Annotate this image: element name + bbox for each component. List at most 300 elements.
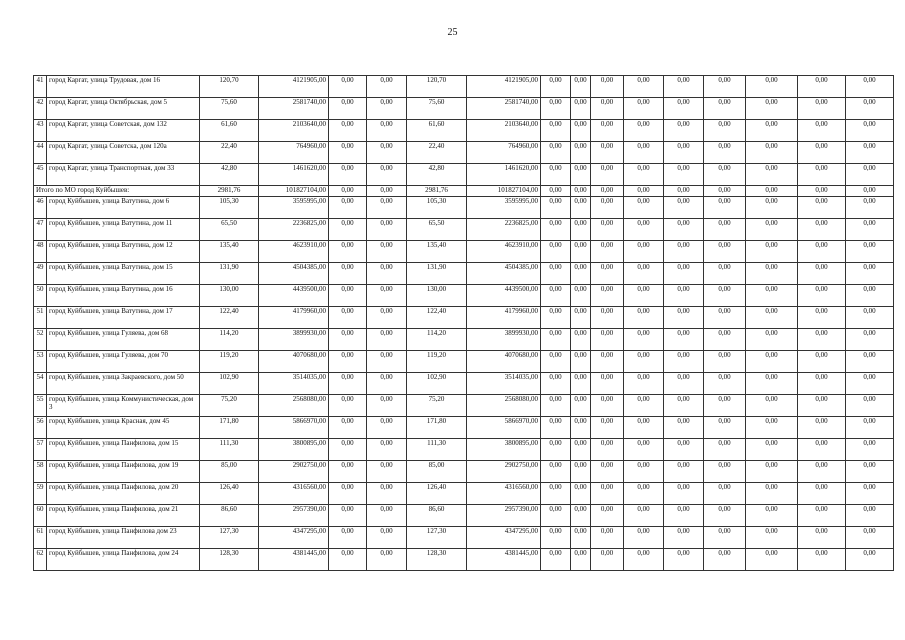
zero-cell: 0,00 xyxy=(624,505,664,527)
zero-cell: 0,00 xyxy=(704,373,746,395)
zero-cell: 0,00 xyxy=(846,219,894,241)
zero-cell: 0,00 xyxy=(664,219,704,241)
housing-register-table xyxy=(33,75,894,571)
row-number: 54 xyxy=(34,373,47,395)
zero-cell: 0,00 xyxy=(664,186,704,197)
zero-cell: 0,00 xyxy=(541,483,571,505)
zero-cell: 0,00 xyxy=(846,307,894,329)
cost-cell: 5866970,00 xyxy=(259,417,329,439)
zero-cell: 0,00 xyxy=(624,263,664,285)
zero-cell: 0,00 xyxy=(624,142,664,164)
zero-cell: 0,00 xyxy=(541,395,571,417)
table-row xyxy=(34,549,894,571)
zero-cell: 0,00 xyxy=(571,241,591,263)
cost-cell: 4316560,00 xyxy=(259,483,329,505)
zero-cell: 0,00 xyxy=(541,307,571,329)
zero-cell: 0,00 xyxy=(624,241,664,263)
zero-cell: 0,00 xyxy=(541,98,571,120)
zero-cell: 0,00 xyxy=(846,186,894,197)
zero-cell: 0,00 xyxy=(624,373,664,395)
zero-cell: 0,00 xyxy=(591,373,624,395)
zero-cell: 0,00 xyxy=(591,285,624,307)
zero-cell: 0,00 xyxy=(571,307,591,329)
table-row xyxy=(34,527,894,549)
cost-cell: 3514035,00 xyxy=(259,373,329,395)
area-cell: 65,50 xyxy=(407,219,467,241)
zero-cell: 0,00 xyxy=(704,439,746,461)
cost-cell: 3899930,00 xyxy=(467,329,541,351)
zero-cell: 0,00 xyxy=(746,186,798,197)
zero-cell: 0,00 xyxy=(571,527,591,549)
table-row xyxy=(34,373,894,395)
zero-cell: 0,00 xyxy=(571,329,591,351)
zero-cell: 0,00 xyxy=(798,505,846,527)
table-row xyxy=(34,439,894,461)
zero-cell: 0,00 xyxy=(664,307,704,329)
area-cell: 119,20 xyxy=(200,351,259,373)
area-cell: 131,90 xyxy=(200,263,259,285)
zero-cell: 0,00 xyxy=(591,483,624,505)
address-cell: город Куйбышев, улица Гуляева, дом 70 xyxy=(47,351,200,373)
area-cell: 102,90 xyxy=(200,373,259,395)
zero-cell: 0,00 xyxy=(704,549,746,571)
zero-cell: 0,00 xyxy=(624,527,664,549)
table-row xyxy=(34,285,894,307)
zero-cell: 0,00 xyxy=(541,549,571,571)
area-cell: 86,60 xyxy=(407,505,467,527)
zero-cell: 0,00 xyxy=(664,439,704,461)
cost-cell: 101827104,00 xyxy=(467,186,541,197)
zero-cell: 0,00 xyxy=(541,527,571,549)
zero-cell: 0,00 xyxy=(664,164,704,186)
cost-cell: 3899930,00 xyxy=(259,329,329,351)
zero-cell: 0,00 xyxy=(624,307,664,329)
zero-cell: 0,00 xyxy=(798,142,846,164)
zero-cell: 0,00 xyxy=(664,417,704,439)
zero-cell: 0,00 xyxy=(367,527,407,549)
zero-cell: 0,00 xyxy=(798,98,846,120)
area-cell: 128,30 xyxy=(200,549,259,571)
area-cell: 75,60 xyxy=(200,98,259,120)
subtotal-label: Итого по МО город Куйбышев: xyxy=(34,186,200,197)
zero-cell: 0,00 xyxy=(541,439,571,461)
area-cell: 85,00 xyxy=(407,461,467,483)
zero-cell: 0,00 xyxy=(704,164,746,186)
zero-cell: 0,00 xyxy=(367,373,407,395)
zero-cell: 0,00 xyxy=(846,76,894,98)
zero-cell: 0,00 xyxy=(329,285,367,307)
address-cell: город Каргат, улица Транспортная, дом 33 xyxy=(47,164,200,186)
zero-cell: 0,00 xyxy=(541,142,571,164)
zero-cell: 0,00 xyxy=(541,417,571,439)
cost-cell: 3595995,00 xyxy=(467,197,541,219)
address-cell: город Каргат, улица Октябрьская, дом 5 xyxy=(47,98,200,120)
area-cell: 85,00 xyxy=(200,461,259,483)
zero-cell: 0,00 xyxy=(367,219,407,241)
cost-cell: 2902750,00 xyxy=(467,461,541,483)
table-row xyxy=(34,76,894,98)
zero-cell: 0,00 xyxy=(591,120,624,142)
zero-cell: 0,00 xyxy=(746,219,798,241)
zero-cell: 0,00 xyxy=(624,395,664,417)
zero-cell: 0,00 xyxy=(367,285,407,307)
zero-cell: 0,00 xyxy=(846,461,894,483)
zero-cell: 0,00 xyxy=(704,329,746,351)
zero-cell: 0,00 xyxy=(798,483,846,505)
cost-cell: 2581740,00 xyxy=(467,98,541,120)
row-number: 55 xyxy=(34,395,47,417)
zero-cell: 0,00 xyxy=(664,263,704,285)
zero-cell: 0,00 xyxy=(846,120,894,142)
zero-cell: 0,00 xyxy=(591,197,624,219)
zero-cell: 0,00 xyxy=(624,417,664,439)
table-row xyxy=(34,483,894,505)
zero-cell: 0,00 xyxy=(329,351,367,373)
zero-cell: 0,00 xyxy=(846,285,894,307)
zero-cell: 0,00 xyxy=(329,483,367,505)
zero-cell: 0,00 xyxy=(541,373,571,395)
cost-cell: 4121905,00 xyxy=(259,76,329,98)
cost-cell: 3595995,00 xyxy=(259,197,329,219)
zero-cell: 0,00 xyxy=(624,98,664,120)
area-cell: 75,20 xyxy=(200,395,259,417)
zero-cell: 0,00 xyxy=(329,186,367,197)
zero-cell: 0,00 xyxy=(571,461,591,483)
table-row xyxy=(34,241,894,263)
zero-cell: 0,00 xyxy=(846,164,894,186)
address-cell: город Куйбышев, улица Панфилова, дом 20 xyxy=(47,483,200,505)
table-row xyxy=(34,164,894,186)
address-cell: город Каргат, улица Трудовая, дом 16 xyxy=(47,76,200,98)
area-cell: 105,30 xyxy=(407,197,467,219)
zero-cell: 0,00 xyxy=(704,241,746,263)
area-cell: 120,70 xyxy=(407,76,467,98)
address-cell: город Куйбышев, улица Красная, дом 45 xyxy=(47,417,200,439)
zero-cell: 0,00 xyxy=(571,98,591,120)
area-cell: 114,20 xyxy=(200,329,259,351)
zero-cell: 0,00 xyxy=(367,307,407,329)
cost-cell: 4070680,00 xyxy=(259,351,329,373)
zero-cell: 0,00 xyxy=(571,219,591,241)
zero-cell: 0,00 xyxy=(746,263,798,285)
zero-cell: 0,00 xyxy=(798,307,846,329)
zero-cell: 0,00 xyxy=(367,263,407,285)
zero-cell: 0,00 xyxy=(704,98,746,120)
zero-cell: 0,00 xyxy=(798,164,846,186)
area-cell: 102,90 xyxy=(407,373,467,395)
zero-cell: 0,00 xyxy=(624,285,664,307)
cost-cell: 2568080,00 xyxy=(259,395,329,417)
zero-cell: 0,00 xyxy=(367,417,407,439)
zero-cell: 0,00 xyxy=(541,241,571,263)
area-cell: 75,20 xyxy=(407,395,467,417)
zero-cell: 0,00 xyxy=(591,505,624,527)
zero-cell: 0,00 xyxy=(664,285,704,307)
zero-cell: 0,00 xyxy=(367,142,407,164)
cost-cell: 4504385,00 xyxy=(259,263,329,285)
zero-cell: 0,00 xyxy=(746,417,798,439)
zero-cell: 0,00 xyxy=(746,197,798,219)
zero-cell: 0,00 xyxy=(704,351,746,373)
zero-cell: 0,00 xyxy=(704,483,746,505)
zero-cell: 0,00 xyxy=(746,142,798,164)
zero-cell: 0,00 xyxy=(367,395,407,417)
zero-cell: 0,00 xyxy=(329,439,367,461)
zero-cell: 0,00 xyxy=(541,351,571,373)
zero-cell: 0,00 xyxy=(624,76,664,98)
zero-cell: 0,00 xyxy=(664,241,704,263)
zero-cell: 0,00 xyxy=(541,164,571,186)
area-cell: 86,60 xyxy=(200,505,259,527)
zero-cell: 0,00 xyxy=(329,307,367,329)
zero-cell: 0,00 xyxy=(664,461,704,483)
zero-cell: 0,00 xyxy=(541,76,571,98)
zero-cell: 0,00 xyxy=(329,505,367,527)
area-cell: 120,70 xyxy=(200,76,259,98)
table-row xyxy=(34,197,894,219)
cost-cell: 4347295,00 xyxy=(259,527,329,549)
zero-cell: 0,00 xyxy=(367,505,407,527)
zero-cell: 0,00 xyxy=(329,395,367,417)
zero-cell: 0,00 xyxy=(746,120,798,142)
row-number: 53 xyxy=(34,351,47,373)
table-row xyxy=(34,461,894,483)
zero-cell: 0,00 xyxy=(367,164,407,186)
area-cell: 22,40 xyxy=(407,142,467,164)
zero-cell: 0,00 xyxy=(664,483,704,505)
zero-cell: 0,00 xyxy=(591,329,624,351)
zero-cell: 0,00 xyxy=(704,76,746,98)
zero-cell: 0,00 xyxy=(571,483,591,505)
zero-cell: 0,00 xyxy=(541,263,571,285)
row-number: 49 xyxy=(34,263,47,285)
zero-cell: 0,00 xyxy=(664,142,704,164)
zero-cell: 0,00 xyxy=(746,351,798,373)
subtotal-row xyxy=(34,186,894,197)
address-cell: город Куйбышев, улица Ватутина, дом 11 xyxy=(47,219,200,241)
zero-cell: 0,00 xyxy=(571,505,591,527)
zero-cell: 0,00 xyxy=(704,461,746,483)
zero-cell: 0,00 xyxy=(591,395,624,417)
zero-cell: 0,00 xyxy=(591,417,624,439)
zero-cell: 0,00 xyxy=(798,197,846,219)
zero-cell: 0,00 xyxy=(571,186,591,197)
zero-cell: 0,00 xyxy=(664,197,704,219)
zero-cell: 0,00 xyxy=(746,285,798,307)
cost-cell: 764960,00 xyxy=(259,142,329,164)
address-cell: город Куйбышев, улица Ватутина, дом 15 xyxy=(47,263,200,285)
zero-cell: 0,00 xyxy=(798,461,846,483)
zero-cell: 0,00 xyxy=(798,351,846,373)
table-row xyxy=(34,395,894,417)
cost-cell: 5866970,00 xyxy=(467,417,541,439)
zero-cell: 0,00 xyxy=(329,120,367,142)
zero-cell: 0,00 xyxy=(367,549,407,571)
row-number: 42 xyxy=(34,98,47,120)
zero-cell: 0,00 xyxy=(329,549,367,571)
row-number: 62 xyxy=(34,549,47,571)
area-cell: 61,60 xyxy=(407,120,467,142)
cost-cell: 2581740,00 xyxy=(259,98,329,120)
zero-cell: 0,00 xyxy=(571,164,591,186)
area-cell: 114,20 xyxy=(407,329,467,351)
row-number: 61 xyxy=(34,527,47,549)
cost-cell: 4179960,00 xyxy=(467,307,541,329)
zero-cell: 0,00 xyxy=(624,197,664,219)
zero-cell: 0,00 xyxy=(798,439,846,461)
zero-cell: 0,00 xyxy=(664,98,704,120)
zero-cell: 0,00 xyxy=(571,351,591,373)
row-number: 41 xyxy=(34,76,47,98)
zero-cell: 0,00 xyxy=(798,373,846,395)
row-number: 50 xyxy=(34,285,47,307)
zero-cell: 0,00 xyxy=(746,527,798,549)
zero-cell: 0,00 xyxy=(704,395,746,417)
zero-cell: 0,00 xyxy=(367,186,407,197)
zero-cell: 0,00 xyxy=(664,329,704,351)
row-number: 57 xyxy=(34,439,47,461)
zero-cell: 0,00 xyxy=(704,142,746,164)
zero-cell: 0,00 xyxy=(571,373,591,395)
cost-cell: 1461620,00 xyxy=(467,164,541,186)
address-cell: город Каргат, улица Советская, дом 132 xyxy=(47,120,200,142)
zero-cell: 0,00 xyxy=(367,197,407,219)
zero-cell: 0,00 xyxy=(798,395,846,417)
row-number: 43 xyxy=(34,120,47,142)
zero-cell: 0,00 xyxy=(846,527,894,549)
zero-cell: 0,00 xyxy=(591,98,624,120)
zero-cell: 0,00 xyxy=(624,351,664,373)
address-cell: город Куйбышев, улица Панфилова, дом 15 xyxy=(47,439,200,461)
table-row xyxy=(34,263,894,285)
area-cell: 126,40 xyxy=(200,483,259,505)
cost-cell: 4504385,00 xyxy=(467,263,541,285)
zero-cell: 0,00 xyxy=(591,186,624,197)
zero-cell: 0,00 xyxy=(329,329,367,351)
zero-cell: 0,00 xyxy=(367,329,407,351)
zero-cell: 0,00 xyxy=(329,76,367,98)
zero-cell: 0,00 xyxy=(846,142,894,164)
zero-cell: 0,00 xyxy=(746,329,798,351)
zero-cell: 0,00 xyxy=(664,527,704,549)
cost-cell: 4623910,00 xyxy=(259,241,329,263)
zero-cell: 0,00 xyxy=(704,120,746,142)
zero-cell: 0,00 xyxy=(591,219,624,241)
area-cell: 127,30 xyxy=(407,527,467,549)
zero-cell: 0,00 xyxy=(798,549,846,571)
area-cell: 130,00 xyxy=(407,285,467,307)
zero-cell: 0,00 xyxy=(329,417,367,439)
zero-cell: 0,00 xyxy=(846,329,894,351)
zero-cell: 0,00 xyxy=(329,98,367,120)
area-cell: 122,40 xyxy=(407,307,467,329)
row-number: 46 xyxy=(34,197,47,219)
zero-cell: 0,00 xyxy=(664,120,704,142)
zero-cell: 0,00 xyxy=(367,439,407,461)
zero-cell: 0,00 xyxy=(746,461,798,483)
zero-cell: 0,00 xyxy=(329,263,367,285)
table-row xyxy=(34,98,894,120)
row-number: 59 xyxy=(34,483,47,505)
zero-cell: 0,00 xyxy=(798,263,846,285)
row-number: 52 xyxy=(34,329,47,351)
zero-cell: 0,00 xyxy=(367,351,407,373)
zero-cell: 0,00 xyxy=(798,417,846,439)
cost-cell: 101827104,00 xyxy=(259,186,329,197)
zero-cell: 0,00 xyxy=(798,285,846,307)
cost-cell: 4439500,00 xyxy=(259,285,329,307)
cost-cell: 2957390,00 xyxy=(259,505,329,527)
zero-cell: 0,00 xyxy=(591,241,624,263)
zero-cell: 0,00 xyxy=(624,186,664,197)
table-row xyxy=(34,505,894,527)
table-row xyxy=(34,219,894,241)
cost-cell: 4439500,00 xyxy=(467,285,541,307)
zero-cell: 0,00 xyxy=(846,395,894,417)
cost-cell: 2103640,00 xyxy=(259,120,329,142)
zero-cell: 0,00 xyxy=(846,439,894,461)
zero-cell: 0,00 xyxy=(329,241,367,263)
zero-cell: 0,00 xyxy=(664,76,704,98)
cost-cell: 1461620,00 xyxy=(259,164,329,186)
zero-cell: 0,00 xyxy=(798,329,846,351)
area-cell: 2981,76 xyxy=(200,186,259,197)
zero-cell: 0,00 xyxy=(704,219,746,241)
address-cell: город Каргат, улица Советска, дом 120а xyxy=(47,142,200,164)
zero-cell: 0,00 xyxy=(571,549,591,571)
cost-cell: 4381445,00 xyxy=(467,549,541,571)
zero-cell: 0,00 xyxy=(591,164,624,186)
zero-cell: 0,00 xyxy=(746,307,798,329)
cost-cell: 2236825,00 xyxy=(259,219,329,241)
cost-cell: 4179960,00 xyxy=(259,307,329,329)
area-cell: 42,80 xyxy=(200,164,259,186)
zero-cell: 0,00 xyxy=(571,263,591,285)
area-cell: 42,80 xyxy=(407,164,467,186)
row-number: 58 xyxy=(34,461,47,483)
cost-cell: 2568080,00 xyxy=(467,395,541,417)
row-number: 44 xyxy=(34,142,47,164)
zero-cell: 0,00 xyxy=(746,395,798,417)
address-cell: город Куйбышев, улица Ватутина, дом 6 xyxy=(47,197,200,219)
zero-cell: 0,00 xyxy=(704,186,746,197)
address-cell: город Куйбышев, улица Панфилова, дом 24 xyxy=(47,549,200,571)
area-cell: 122,40 xyxy=(200,307,259,329)
zero-cell: 0,00 xyxy=(329,527,367,549)
zero-cell: 0,00 xyxy=(571,439,591,461)
zero-cell: 0,00 xyxy=(591,461,624,483)
zero-cell: 0,00 xyxy=(541,219,571,241)
zero-cell: 0,00 xyxy=(664,351,704,373)
zero-cell: 0,00 xyxy=(846,241,894,263)
zero-cell: 0,00 xyxy=(367,76,407,98)
zero-cell: 0,00 xyxy=(591,76,624,98)
area-cell: 171,80 xyxy=(200,417,259,439)
zero-cell: 0,00 xyxy=(846,417,894,439)
zero-cell: 0,00 xyxy=(329,219,367,241)
cost-cell: 4381445,00 xyxy=(259,549,329,571)
zero-cell: 0,00 xyxy=(541,461,571,483)
area-cell: 105,30 xyxy=(200,197,259,219)
zero-cell: 0,00 xyxy=(541,197,571,219)
zero-cell: 0,00 xyxy=(746,164,798,186)
cost-cell: 2103640,00 xyxy=(467,120,541,142)
address-cell: город Куйбышев, улица Гуляева, дом 68 xyxy=(47,329,200,351)
zero-cell: 0,00 xyxy=(571,197,591,219)
zero-cell: 0,00 xyxy=(367,120,407,142)
zero-cell: 0,00 xyxy=(329,461,367,483)
address-cell: город Куйбышев, улица Закраевского, дом 50 xyxy=(47,373,200,395)
